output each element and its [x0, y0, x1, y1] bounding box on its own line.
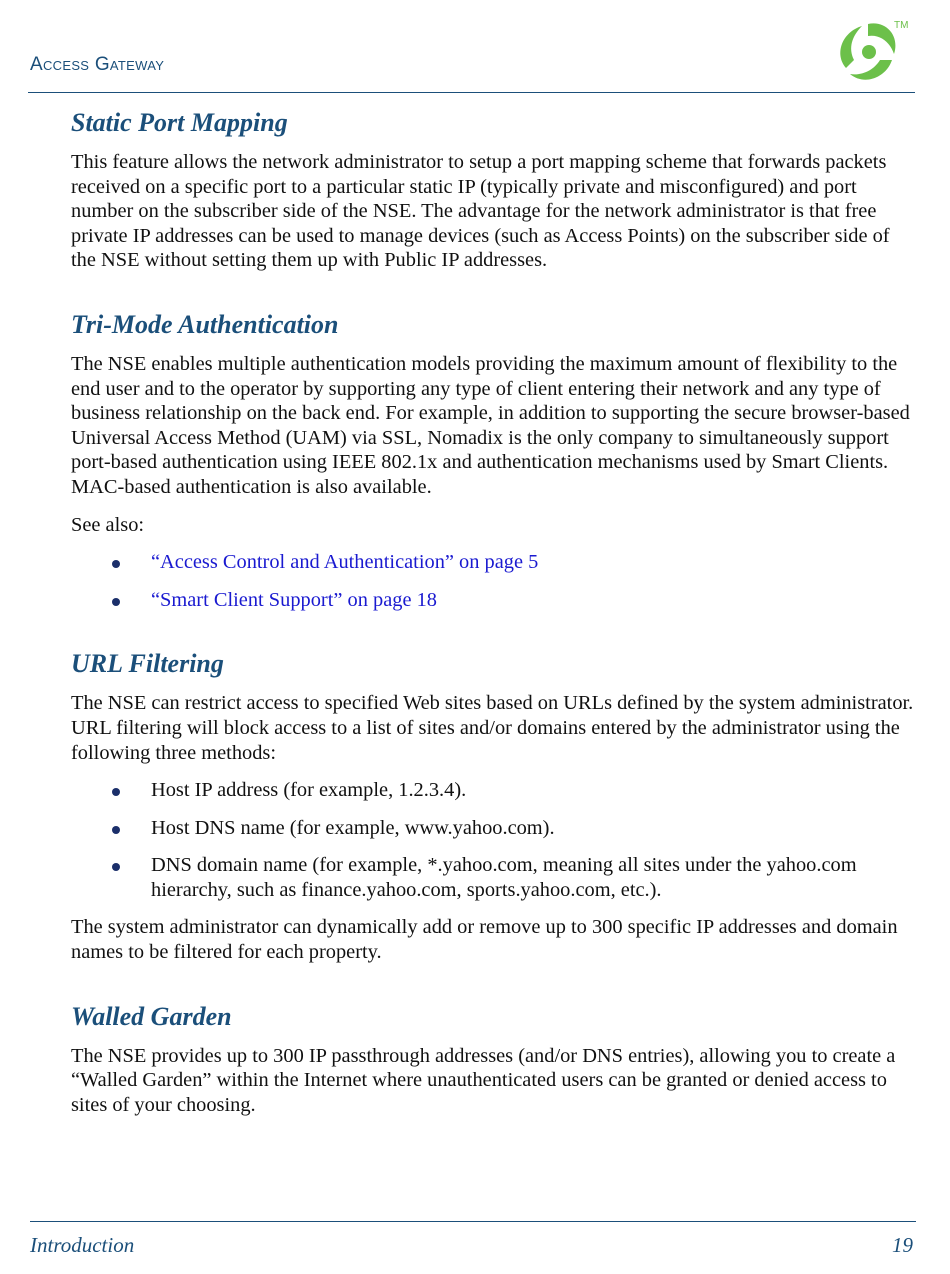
section-walled-garden [71, 1001, 916, 1118]
list-item [71, 588, 916, 613]
bullet-dot-icon [112, 598, 120, 606]
body-paragraph: The system administrator can dynamically add or remove up to 300 specific IP addresses and domain names to be filtered for each property. [71, 916, 898, 964]
section-static-port-mapping [71, 107, 916, 273]
section-heading: Tri-Mode Authentication [71, 309, 339, 339]
page-number: 19 [892, 1233, 913, 1257]
header-rule [28, 92, 915, 93]
bullet-dot-icon [112, 826, 120, 834]
see-also-list [71, 550, 916, 612]
header-title: Access Gateway [30, 54, 165, 75]
footer-section-title: Introduction [30, 1233, 135, 1257]
bullet-dot-icon [112, 560, 120, 568]
filter-methods-list [71, 778, 916, 902]
link-smart-client-support[interactable]: “Smart Client Support” on page 18 [151, 588, 437, 611]
section-heading: URL Filtering [71, 649, 224, 679]
see-also-label: See also: [71, 513, 145, 536]
bullet-dot-icon [112, 863, 120, 871]
body-paragraph: The NSE provides up to 300 IP passthrough addresses (and/or DNS entries), allowing you to create a “Walled Garden” within the Internet where unauthenticated users can be granted or denied access to sites of your choosing. [71, 1044, 896, 1116]
list-item-text: Host IP address (for example, 1.2.3.4). [151, 779, 467, 802]
nomadix-swirl-logo-icon [828, 14, 910, 90]
section-url-filtering [71, 648, 916, 964]
page-content [71, 107, 916, 1130]
section-heading: Static Port Mapping [71, 108, 288, 137]
list-item [71, 550, 916, 575]
body-paragraph: The NSE enables multiple authentication models providing the maximum amount of flexibility to the end user and to the operator by supporting any type of client entering their network and any type of business relationship on the back end. For example, in addition to supporting the secure browser-based Universal Access Method (UAM) via SSL, Nomadix is the only company to simultaneously support port-based authentication using IEEE 802.1x and authentication mechanisms used by Smart Clients. MAC-based authentication is also available. [71, 352, 910, 498]
list-item [71, 816, 916, 841]
section-tri-mode-authentication [71, 309, 916, 612]
list-item [71, 778, 916, 803]
list-item-text: DNS domain name (for example, *.yahoo.com, meaning all sites under the yahoo.com hierarchy, such as finance.yahoo.com, sports.yahoo.com, etc.). [151, 854, 857, 901]
body-paragraph: The NSE can restrict access to specified Web sites based on URLs defined by the system administrator. URL filtering will block access to a list of sites and/or domains entered by the administrator using the following three methods: [71, 692, 914, 764]
link-access-control[interactable]: “Access Control and Authentication” on page 5 [151, 551, 539, 574]
bullet-dot-icon [112, 788, 120, 796]
list-item-text: Host DNS name (for example, www.yahoo.com). [151, 816, 555, 839]
section-heading: Walled Garden [71, 1001, 232, 1031]
footer-rule [30, 1221, 916, 1222]
trademark-label: TM [894, 20, 909, 31]
list-item [71, 853, 916, 902]
body-paragraph: This feature allows the network administrator to setup a port mapping scheme that forwards packets received on a specific port to a particular static IP (typically private and misconfigured) and port number on the subscriber side of the NSE. The advantage for the network administrator is that free private IP addresses can be used to manage devices (such as Access Points) on the subscriber side of the NSE without setting them up with Public IP addresses. [71, 151, 890, 272]
